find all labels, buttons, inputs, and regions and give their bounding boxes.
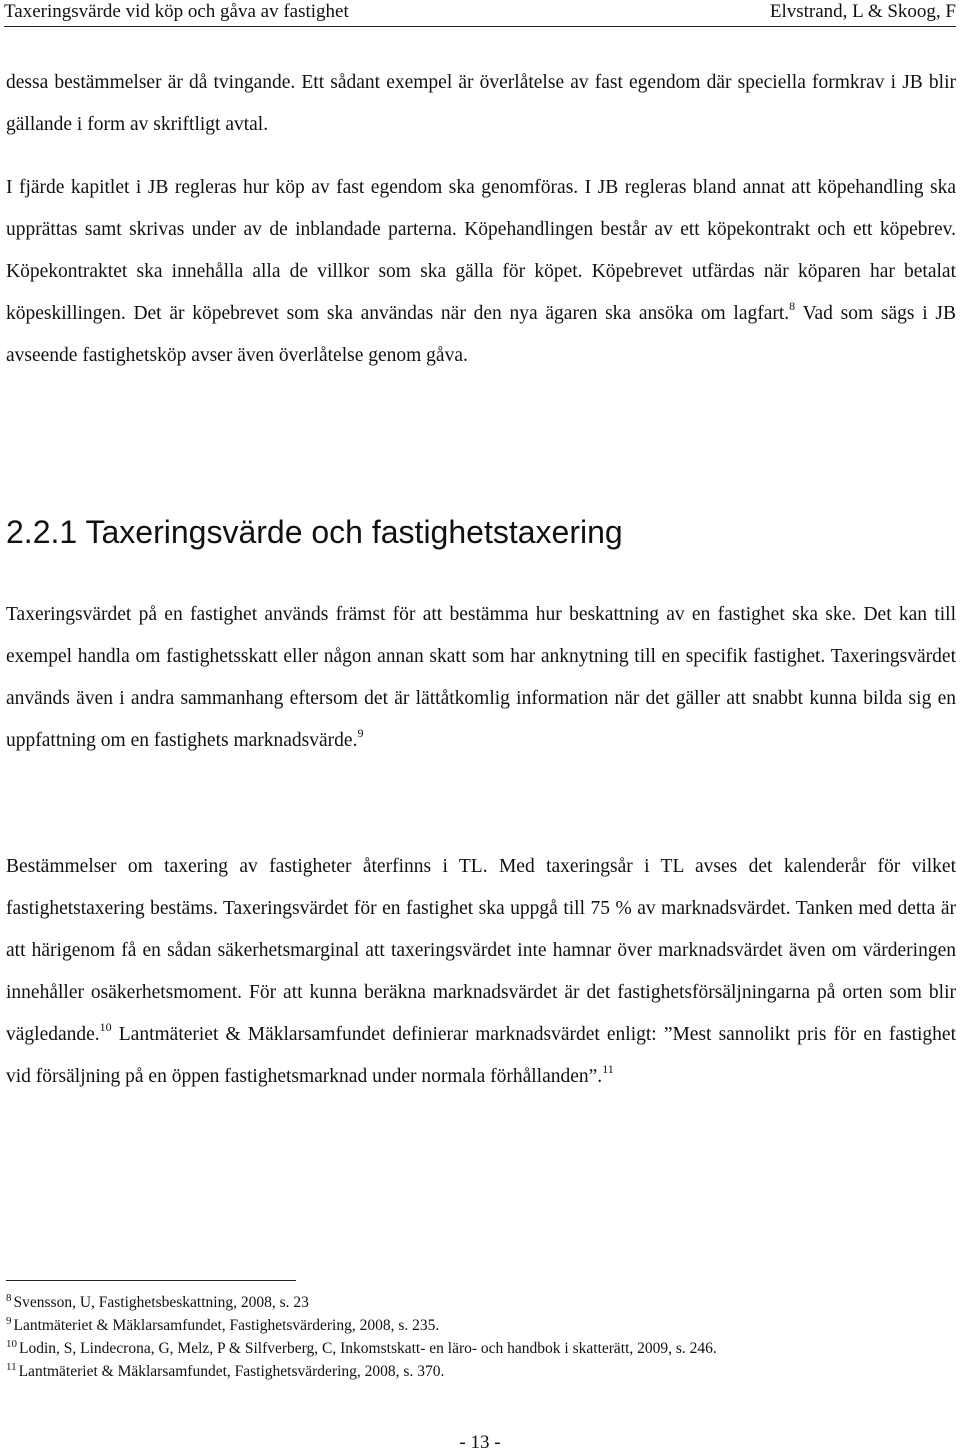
footnote-number: 8 [6, 1292, 12, 1304]
paragraph-3-text: Taxeringsvärdet på en fastighet används främst för att bestämma hur beskattning av en fastighet ska ske. Det kan till exempel handla om fastighetsskatt eller någon annan skatt som har anknytning till en specifik fastighet. Taxeringsvärdet används även i andra sammanhang eftersom det är lättåtkomlig information när det gäller att snabbt kunna bilda sig en uppfattning om en fastighets marknadsvärde. [6, 604, 956, 751]
footnote-item [6, 1314, 956, 1337]
paragraph-2-text-b: Vad som sägs i JB avseende fastighetsköp avser även överlåtelse genom gåva. [6, 303, 956, 366]
footnote-number: 9 [6, 1315, 12, 1327]
running-header [4, 0, 956, 27]
header-authors: Elvstrand, L & Skoog, F [769, 1, 956, 22]
footnote-number: 11 [6, 1361, 17, 1373]
footnote-ref-8[interactable]: 8 [789, 299, 796, 313]
paragraph-2-text-a: I fjärde kapitlet i JB regleras hur köp av fast egendom ska genomföras. I JB regleras bland annat att köpehandling ska upprättas samt skrivas under av de inblandade parterna. Köpehandlingen består av ett köpekontrakt och ett köpebrev. Köpekontraktet ska innehålla alla de villkor som ska gälla för köpet. Köpebrevet utfärdas när köparen har betalat köpeskillingen. Det är köpebrevet som ska användas när den nya ägaren ska ansöka om lagfart. [6, 177, 956, 324]
paragraph-4 [6, 846, 956, 1098]
footnote-ref-11[interactable]: 11 [602, 1062, 614, 1076]
paragraph-3 [6, 594, 956, 762]
section-heading: 2.2.1 Taxeringsvärde och fastighetstaxering [6, 514, 623, 550]
header-title: Taxeringsvärde vid köp och gåva av fastighet [4, 1, 349, 22]
footnote-text: Lantmäteriet & Mäklarsamfundet, Fastighetsvärdering, 2008, s. 235. [13, 1317, 440, 1334]
paragraph-1 [6, 62, 956, 146]
paragraph-4-text-b: Lantmäteriet & Mäklarsamfundet definierar marknadsvärdet enligt: ”Mest sannolikt pris för en fastighet vid försäljning på en öppen fastighetsmarknad under normala förhållanden”. [6, 1024, 956, 1087]
footnote-divider [6, 1280, 296, 1281]
footnote-item [6, 1291, 956, 1314]
paragraph-2 [6, 167, 956, 377]
footnote-text: Lodin, S, Lindecrona, G, Melz, P & Silfverberg, C, Inkomstskatt- en läro- och handbok i skatterätt, 2009, s. 246. [19, 1340, 717, 1357]
paragraph-4-text-a: Bestämmelser om taxering av fastigheter återfinns i TL. Med taxeringsår i TL avses det kalenderår för vilket fastighetstaxering bestäms. Taxeringsvärdet för en fastighet ska uppgå till 75 % av marknadsvärdet. Tanken med detta är att härigenom få en sådan säkerhetsmarginal att taxeringsvärdet inte hamnar över marknadsvärdet även om värderingen innehåller osäkerhetsmoment. För att kunna beräkna marknadsvärdet är det fastighetsförsäljningarna på orten som blir vägledande. [6, 856, 956, 1045]
footnote-ref-10[interactable]: 10 [99, 1020, 112, 1034]
paragraph-1-text: dessa bestämmelser är då tvingande. Ett sådant exempel är överlåtelse av fast egendom där speciella formkrav i JB blir gällande i form av skriftligt avtal. [6, 72, 956, 135]
footnote-text: Lantmäteriet & Mäklarsamfundet, Fastighetsvärdering, 2008, s. 370. [18, 1363, 445, 1380]
footnote-item [6, 1360, 956, 1383]
footnote-text: Svensson, U, Fastighetsbeskattning, 2008, s. 23 [13, 1294, 309, 1311]
footnote-list [6, 1291, 956, 1383]
page-number: - 13 - [459, 1432, 501, 1453]
footnote-ref-9[interactable]: 9 [357, 726, 364, 740]
footnote-number: 10 [6, 1338, 17, 1350]
footnote-item [6, 1337, 956, 1360]
